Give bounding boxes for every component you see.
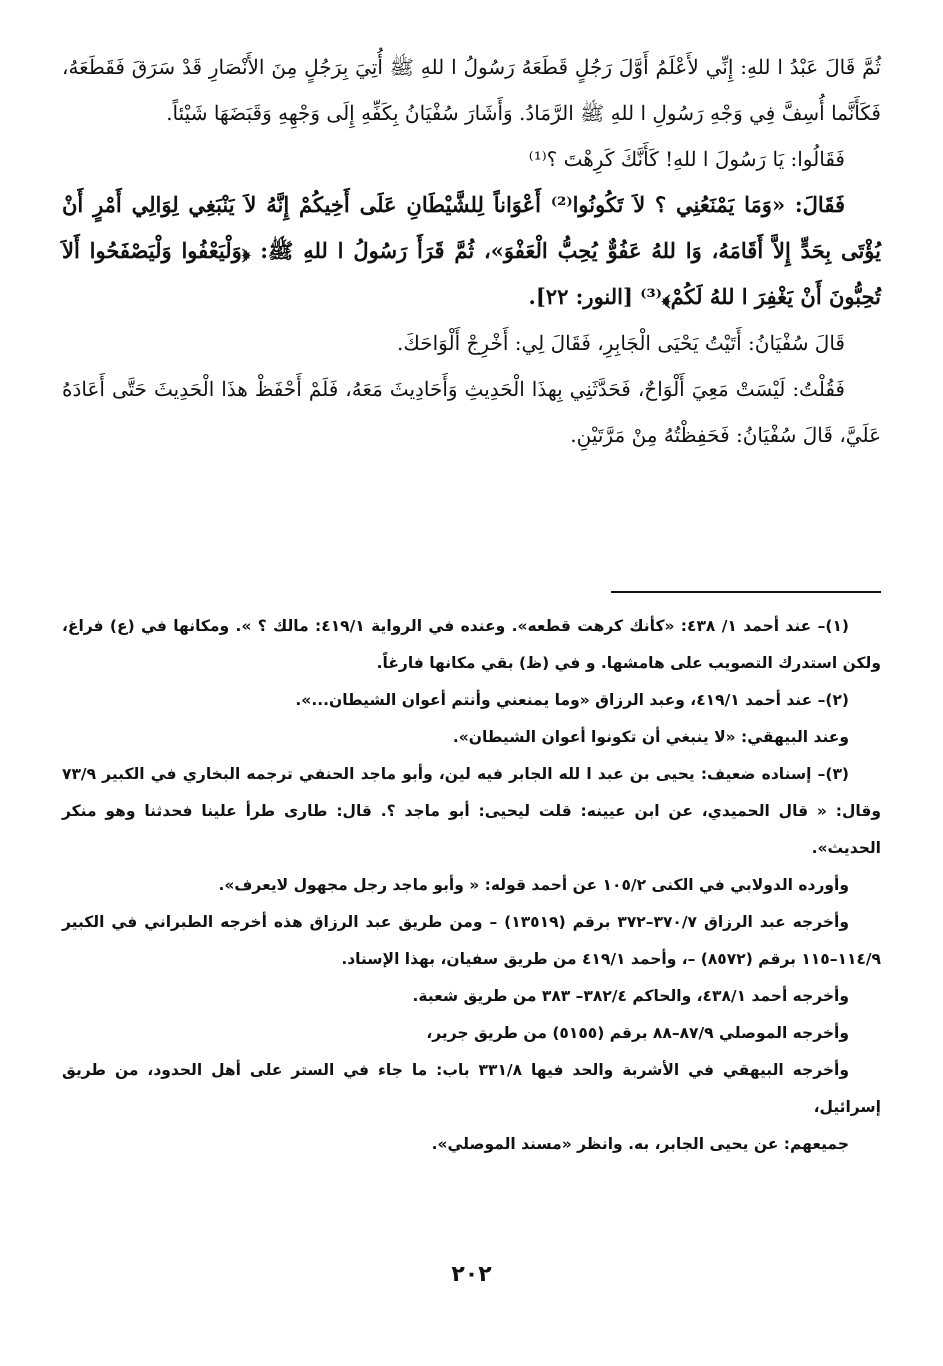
footnotes-block xyxy=(62,608,881,1163)
footnote-3-bayhaqi: وأخرجه البيهقي في الأشربة والحد فيها ٣٣١/٨ باب: ما جاء في الستر على أهل الحدود، من طريق إسرائيل، xyxy=(62,1061,881,1116)
main-text-block xyxy=(62,44,881,458)
footnote-3: (٣)– إسناده ضعيف: يحيى بن عبد ا لله الجابر فيه لين، وأبو ماجد الحنفي ترجمه البخاري في الكبير ٧٣/٩ وقال: « قال الحميدي، عن ابن عيينه: قلت ليحيى: أبو ماجد ؟. قال: طارى طرأ علينا فحدثنا وهو منكر الحديث». xyxy=(62,765,881,857)
footnote-3-dulabi: وأورده الدولابي في الكنى ١٠٥/٢ عن أحمد قوله: « وأبو ماجد رجل مجهول لايعرف». xyxy=(218,876,849,894)
hadith-paragraph-4: قَالَ سُفْيَانُ: أَتَيْتُ يَحْيَى الْجَابِرِ، فَقَالَ لِي: أَخْرِجْ أَلْوَاحَكَ. xyxy=(397,331,845,355)
hadith-paragraph-3: فَقَالَ: «وَمَا يَمْنَعُنِي ؟ لاَ تَكُونُوا⁽²⁾ أَعْوَاناً لِلشَّيْطَانِ عَلَى أَخِيكُمْ إِنَّهُ لاَ يَنْبَغِي لِوَالِي أَمْرٍ أَنْ يُؤْتَى بِحَدٍّ إِلاَّ أَقَامَهُ، وَا للهُ عَفُوٌّ يُحِبُّ الْعَفْوَ»، ثُمَّ قَرَأَ رَسُولُ ا للهِ ﷺ: ﴿وَلْيَعْفُوا وَلْيَصْفَحُوا أَلاَ تُحِبُّونَ أَنْ يَغْفِرَ ا للهُ لَكُمْ﴾⁽³⁾ [النور: ٢٢]. xyxy=(62,192,881,309)
footnote-1: (١)– عند أحمد ١/ ٤٣٨: «كأنك كرهت قطعه». وعنده في الرواية ٤١٩/١: مالك ؟ ». ومكانها في (ع) فراغ، ولكن استدرك التصويب على هامشها. و في (ظ) بقي مكانها فارغاً. xyxy=(62,617,881,672)
footnote-separator xyxy=(611,591,881,593)
footnote-2-continuation: وعند البيهقي: «لا ينبغي أن تكونوا أعوان الشيطان». xyxy=(452,728,849,746)
footnote-3-summary: جميعهم: عن يحيى الجابر، به. وانظر «مسند الموصلي». xyxy=(431,1135,849,1153)
page-number: ٢٠٢ xyxy=(451,1262,492,1287)
footnote-3-ahmad-hakim: وأخرجه أحمد ٤٣٨/١، والحاكم ٣٨٢/٤– ٣٨٣ من طريق شعبة. xyxy=(412,987,849,1005)
footnote-3-mawsili: وأخرجه الموصلي ٨٧/٩–٨٨ برقم (٥١٥٥) من طريق جرير، xyxy=(426,1024,849,1042)
footnote-3-abdurrazzaq: وأخرجه عبد الرزاق ٣٧٠/٧–٣٧٢ برقم (١٣٥١٩) – ومن طريق عبد الرزاق هذه أخرجه الطبراني في الكبير ١١٤/٩–١١٥ برقم (٨٥٧٢) –، وأحمد ٤١٩/١ من طريق سفيان، بهذا الإسناد. xyxy=(62,913,881,968)
hadith-paragraph-5: فَقُلْتُ: لَيْسَتْ مَعِيَ أَلْوَاحٌ، فَحَدَّثَنِي بِهذَا الْحَدِيثِ وَأَحَادِيثَ مَعَهُ، فَلَمْ أَحْفَظْ هذَا الْحَدِيثَ حَتَّى أَعَادَهُ عَلَيَّ، قَالَ سُفْيَانُ: فَحَفِظْتُهُ مِنْ مَرَّتَيْنِ. xyxy=(62,377,881,447)
hadith-paragraph-1: ثُمَّ قَالَ عَبْدُ ا للهِ: إِنِّي لأَعْلَمُ أَوَّلَ رَجُلٍ قَطَعَهُ رَسُولُ ا للهِ ﷺ أُتِيَ بِرَجُلٍ مِنَ الأَنْصَارِ قَدْ سَرَقَ فَقَطَعَهُ، فَكَأَنَّما أُسِفَّ فِي وَجْهِ رَسُولِ ا للهِ ﷺ الرَّمَادُ. وَأَشَارَ سُفْيَانُ بِكَفِّهِ إِلَى وَجْهِهِ وَقَبَضَهَا شَيْئاً. xyxy=(62,55,882,125)
hadith-paragraph-2: فَقَالُوا: يَا رَسُولَ ا للهِ! كَأَنَّكَ كَرِهْتَ ؟⁽¹⁾ xyxy=(528,147,845,171)
footnote-2: (٢)– عند أحمد ٤١٩/١، وعبد الرزاق «وما يمنعني وأنتم أعوان الشيطان...». xyxy=(295,691,849,709)
